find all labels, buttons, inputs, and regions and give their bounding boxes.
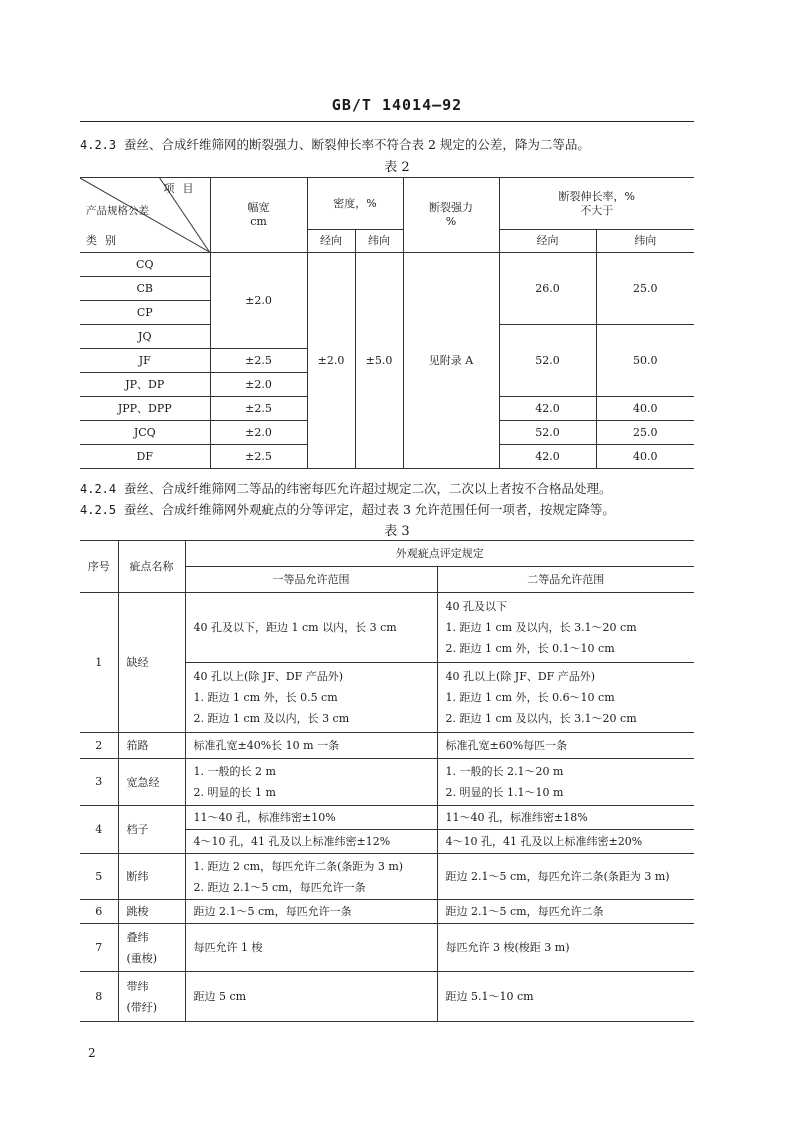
- allowance-line: 2. 距边 1 cm 外，长 0.1～10 cm: [445, 642, 615, 655]
- table-row: [80, 593, 694, 663]
- strength-value: 见附录 A: [403, 253, 499, 469]
- elongation-warp-value: 42.0: [499, 397, 596, 421]
- allowance-line: 40 孔及以下，距边 1 cm 以内，长 3 cm: [193, 621, 397, 634]
- second-grade-allowance: [437, 924, 694, 972]
- clause-number: 4.2.4: [80, 482, 117, 496]
- density-weft-header: 纬向: [355, 230, 403, 253]
- table3-body: [80, 593, 694, 1022]
- defect-number: 6: [80, 900, 118, 924]
- defect-number: 2: [80, 733, 118, 759]
- width-value: ±2.5: [210, 445, 307, 469]
- page-header: GB/T 14014—92: [331, 96, 463, 114]
- table-row: [80, 900, 694, 924]
- defect-name: [118, 854, 185, 900]
- table2-caption: 表 2: [384, 160, 410, 175]
- width-value: ±2.0: [210, 253, 307, 349]
- defect-number: 1: [80, 593, 118, 733]
- table-row: [80, 924, 694, 972]
- no-header: 序号: [80, 541, 118, 593]
- width-header-label: 幅宽: [247, 201, 270, 215]
- allowance-line: 1. 距边 1 cm 外，长 0.6～10 cm: [445, 691, 615, 704]
- defect-name-line: 筘路: [126, 739, 149, 752]
- clause-number: 4.2.3: [80, 138, 117, 152]
- clause-4-2-4: [80, 479, 700, 497]
- density-weft-value: ±5.0: [355, 253, 403, 469]
- allowance-line: 11～40 孔，标准纬密±10%: [193, 811, 336, 824]
- defect-name-line: 带纬: [126, 979, 149, 993]
- allowance-line: 距边 5 cm: [193, 990, 247, 1003]
- table-row: [80, 806, 694, 830]
- density-warp-header: 经向: [307, 230, 355, 253]
- allowance-line: 距边 2.1～5 cm，每匹允许一条: [193, 905, 352, 918]
- class-cell: JQ: [80, 325, 210, 349]
- width-value: ±2.0: [210, 421, 307, 445]
- name-header: 疵点名称: [118, 541, 185, 593]
- defect-number: 7: [80, 924, 118, 972]
- elongation-warp-value: 26.0: [499, 253, 596, 325]
- table-row: [80, 854, 694, 900]
- header-rule: [80, 121, 694, 122]
- table-2: [80, 177, 694, 469]
- second-grade-allowance: [437, 593, 694, 663]
- defect-number: 3: [80, 759, 118, 806]
- elongation-weft-value: 40.0: [596, 445, 694, 469]
- class-cell: JF: [80, 349, 210, 373]
- second-grade-allowance: [437, 759, 694, 806]
- allowance-line: 1. 一般的长 2.1～20 m: [445, 765, 564, 778]
- elongation-warp-value: 52.0: [499, 421, 596, 445]
- first-grade-allowance: [185, 733, 437, 759]
- elongation-warp-header: 经向: [499, 230, 596, 253]
- page-number: 2: [88, 1046, 96, 1060]
- defect-name: [118, 806, 185, 854]
- defect-name-line: 缺经: [126, 656, 149, 669]
- width-value: ±2.5: [210, 349, 307, 373]
- density-warp-value: ±2.0: [307, 253, 355, 469]
- allowance-line: 1. 一般的长 2 m: [193, 765, 276, 778]
- allowance-line: 距边 5.1～10 cm: [445, 990, 534, 1003]
- table-row: [80, 759, 694, 806]
- allowance-line: 40 孔以上(除 JF、DF 产品外): [445, 670, 596, 683]
- strength-header-unit: %: [445, 215, 457, 228]
- defect-number: 8: [80, 972, 118, 1022]
- elongation-weft-value: 25.0: [596, 253, 694, 325]
- allowance-line: 标准孔宽±40%长 10 m 一条: [193, 739, 340, 752]
- defect-name-line: 叠纬: [126, 930, 149, 944]
- elongation-warp-value: 42.0: [499, 445, 596, 469]
- width-value: ±2.5: [210, 397, 307, 421]
- first-grade-allowance: [185, 806, 437, 830]
- allowance-line: 2. 距边 2.1～5 cm，每匹允许一条: [193, 880, 366, 894]
- allowance-line: 40 孔及以下: [445, 600, 507, 613]
- table-row: [80, 733, 694, 759]
- first-grade-allowance: [185, 593, 437, 663]
- elongation-weft-header: 纬向: [596, 230, 694, 253]
- class-cell: CP: [80, 301, 210, 325]
- first-grade-allowance: [185, 854, 437, 900]
- allowance-line: 40 孔以上(除 JF、DF 产品外): [193, 670, 344, 683]
- allowance-line: 标准孔宽±60%每匹一条: [445, 739, 568, 752]
- allowance-line: 1. 距边 1 cm 及以内，长 3.1～20 cm: [445, 621, 637, 634]
- second-grade-allowance: [437, 806, 694, 830]
- allowance-line: 距边 2.1～5 cm，每匹允许二条: [445, 905, 604, 918]
- defect-name: [118, 733, 185, 759]
- elongation-header-sub: 不大于: [580, 203, 614, 217]
- defect-name-line: (重梭): [126, 951, 158, 965]
- clause-number: 4.2.5: [80, 503, 117, 517]
- second-grade-header: 二等品允许范围: [437, 567, 694, 593]
- defect-name-line: (带纡): [126, 1000, 158, 1014]
- second-grade-allowance: [437, 854, 694, 900]
- clause-text: 蚕丝、合成纤维筛网的断裂强力、断裂伸长率不符合表 2 规定的公差，降为二等品。: [124, 137, 590, 152]
- clause-4-2-3: [80, 135, 700, 153]
- class-cell: JCQ: [80, 421, 210, 445]
- first-grade-allowance: [185, 900, 437, 924]
- clause-text: 蚕丝、合成纤维筛网二等品的纬密每匹允许超过规定二次，二次以上者按不合格品处理。: [124, 481, 612, 496]
- defect-name: [118, 759, 185, 806]
- clause-text: 蚕丝、合成纤维筛网外观疵点的分等评定，超过表 3 允许范围任何一项者，按规定降等。: [124, 502, 615, 517]
- density-header: 密度，%: [307, 178, 403, 230]
- defect-name: [118, 972, 185, 1022]
- first-grade-allowance: [185, 759, 437, 806]
- allowance-line: 4～10 孔，41 孔及以上标准纬密±20%: [445, 835, 643, 848]
- defect-name: [118, 900, 185, 924]
- first-grade-allowance: [185, 972, 437, 1022]
- defect-number: 4: [80, 806, 118, 854]
- first-grade-allowance: [185, 924, 437, 972]
- elongation-warp-value: 52.0: [499, 325, 596, 397]
- elongation-header: [499, 178, 694, 230]
- allowance-line: 1. 距边 1 cm 外，长 0.5 cm: [193, 691, 338, 704]
- class-cell: JP、DP: [80, 373, 210, 397]
- clause-4-2-5: [80, 500, 700, 518]
- table3-caption: 表 3: [384, 524, 410, 539]
- elongation-weft-value: 25.0: [596, 421, 694, 445]
- elongation-weft-value: 40.0: [596, 397, 694, 421]
- defect-name-line: 跳梭: [126, 905, 149, 918]
- second-grade-allowance: [437, 900, 694, 924]
- elongation-header-label: 断裂伸长率，%: [558, 189, 635, 203]
- class-cell: CB: [80, 277, 210, 301]
- allowance-line: 每匹允许 1 梭: [193, 941, 263, 954]
- rule-header: 外观疵点评定规定: [185, 541, 694, 567]
- allowance-line: 2. 距边 1 cm 及以内，长 3.1～20 cm: [445, 712, 637, 725]
- allowance-line: 11～40 孔，标准纬密±18%: [445, 811, 588, 824]
- allowance-line: 每匹允许 3 梭(梭距 3 m): [445, 941, 570, 954]
- corner-spec-label: 产品规格公差: [86, 205, 149, 217]
- allowance-line: 2. 距边 1 cm 及以内，长 3 cm: [193, 712, 350, 725]
- allowance-line: 2. 明显的长 1 m: [193, 786, 276, 799]
- table2-corner-cell: [80, 178, 210, 253]
- second-grade-allowance: [437, 830, 694, 854]
- first-grade-allowance: [185, 663, 437, 733]
- defect-number: 5: [80, 854, 118, 900]
- class-cell: JPP、DPP: [80, 397, 210, 421]
- defect-name: [118, 924, 185, 972]
- first-grade-header: 一等品允许范围: [185, 567, 437, 593]
- class-cell: CQ: [80, 253, 210, 277]
- first-grade-allowance: [185, 830, 437, 854]
- second-grade-allowance: [437, 663, 694, 733]
- second-grade-allowance: [437, 972, 694, 1022]
- defect-name: [118, 593, 185, 733]
- defect-name-line: 档子: [126, 823, 149, 836]
- strength-header: [403, 178, 499, 253]
- corner-item-label: 项目: [163, 182, 202, 195]
- defect-name-line: 断纬: [126, 870, 149, 883]
- width-value: ±2.0: [210, 373, 307, 397]
- elongation-weft-value: 50.0: [596, 325, 694, 397]
- second-grade-allowance: [437, 733, 694, 759]
- table-row: [80, 972, 694, 1022]
- allowance-line: 1. 距边 2 cm，每匹允许二条(条距为 3 m): [193, 859, 404, 873]
- class-cell: DF: [80, 445, 210, 469]
- width-header-unit: cm: [250, 215, 267, 228]
- allowance-line: 2. 明显的长 1.1～10 m: [445, 786, 564, 799]
- allowance-line: 4～10 孔，41 孔及以上标准纬密±12%: [193, 835, 391, 848]
- allowance-line: 距边 2.1～5 cm，每匹允许二条(条距为 3 m): [445, 870, 670, 883]
- defect-name-line: 宽急经: [126, 775, 160, 789]
- table-3: [80, 540, 694, 1022]
- strength-header-label: 断裂强力: [429, 201, 474, 215]
- corner-class-label: 类别: [86, 234, 124, 248]
- width-header: [210, 178, 307, 253]
